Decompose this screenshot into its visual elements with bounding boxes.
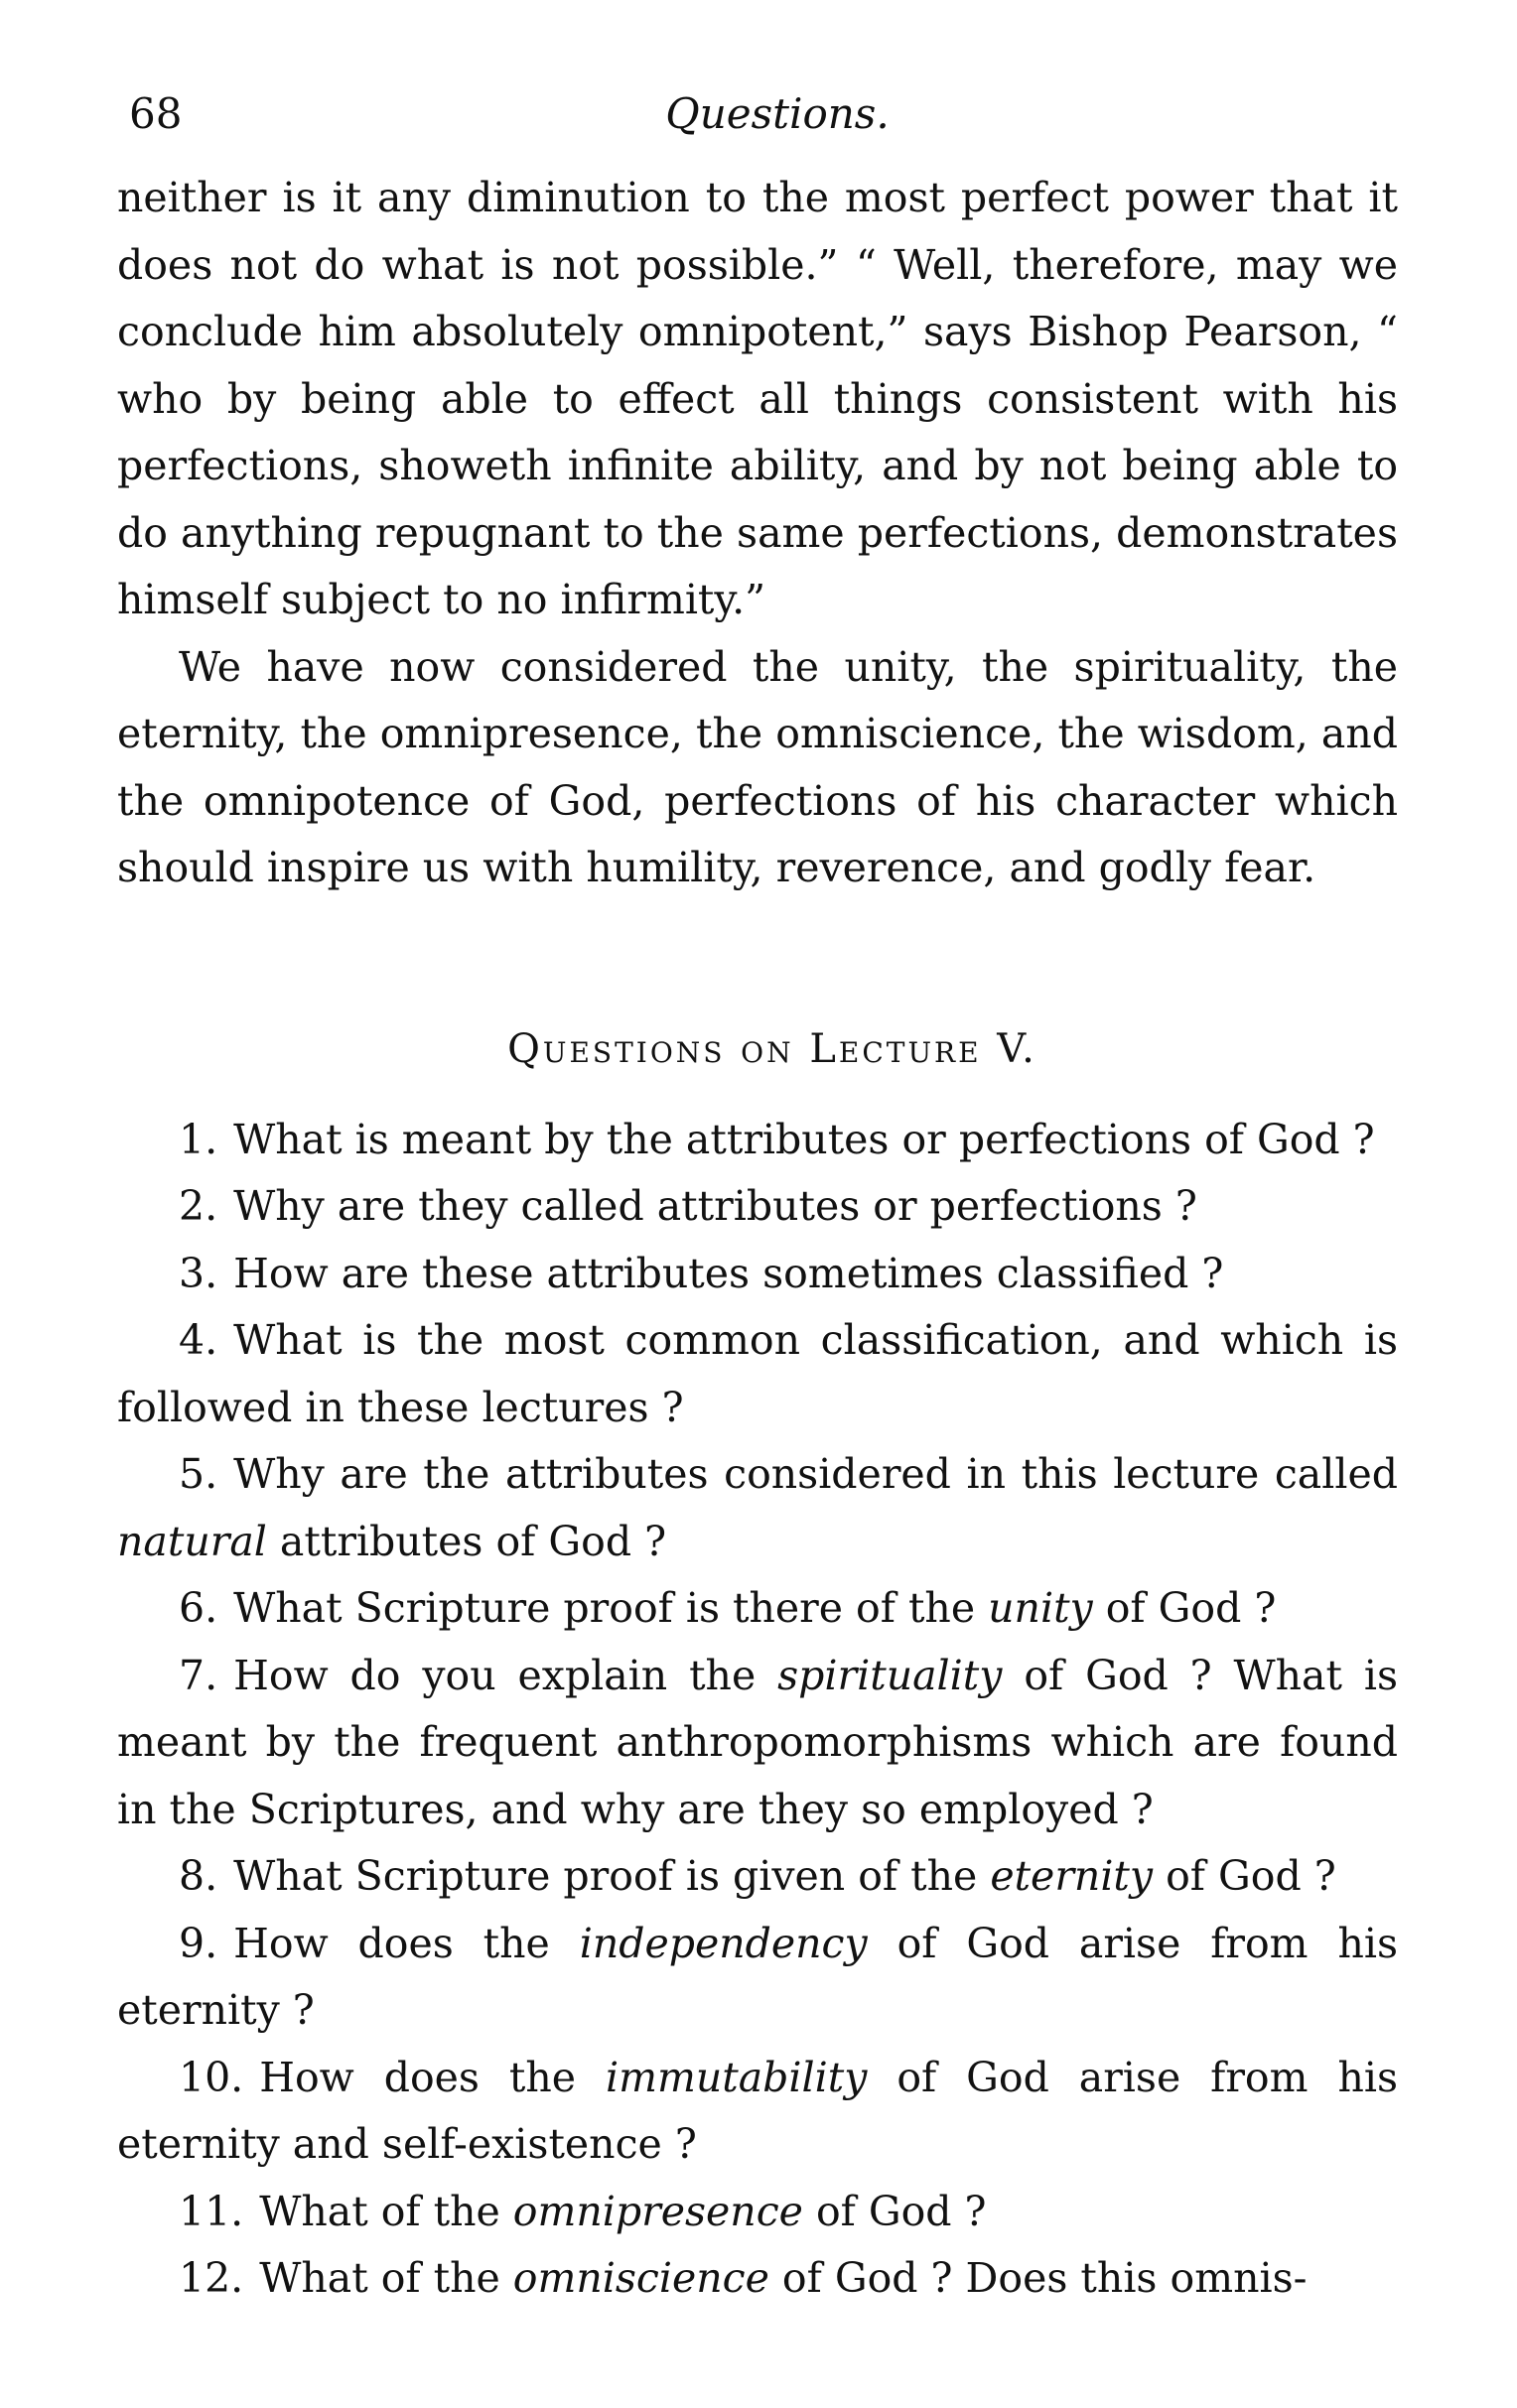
question-emphasis: unity bbox=[988, 1584, 1093, 1632]
question-item bbox=[117, 2045, 1398, 2179]
question-text: Why are they called attributes or perfections ? bbox=[233, 1182, 1197, 1230]
question-number: 4. bbox=[179, 1316, 218, 1364]
question-number: 2. bbox=[179, 1182, 218, 1230]
running-head bbox=[117, 79, 1398, 149]
question-text: What is meant by the attributes or perfections of God ? bbox=[233, 1115, 1375, 1163]
question-text: of God ? bbox=[1153, 1852, 1336, 1900]
question-item bbox=[117, 1911, 1398, 2045]
questions-list bbox=[117, 1107, 1398, 2313]
question-item bbox=[117, 2179, 1398, 2246]
question-text: What is the most common classification, and which is followed in these lectures ? bbox=[117, 1316, 1398, 1431]
question-number: 5. bbox=[179, 1450, 218, 1498]
question-text: What Scripture proof is given of the bbox=[233, 1852, 991, 1900]
question-text: How do you explain the bbox=[233, 1651, 778, 1699]
question-text: of God ? bbox=[1092, 1584, 1277, 1632]
question-text: attributes of God ? bbox=[266, 1517, 667, 1565]
question-emphasis: omniscience bbox=[512, 2254, 769, 2302]
question-item bbox=[117, 1843, 1398, 1911]
page-number: 68 bbox=[129, 89, 183, 138]
body-text bbox=[117, 165, 1398, 2313]
question-text: What of the bbox=[259, 2187, 513, 2235]
question-text: of God ? What is meant by the frequent anthropomorphisms which are found in the Scriptures, and why are they so employed ? bbox=[117, 1651, 1399, 1833]
question-item bbox=[117, 1575, 1398, 1643]
book-page bbox=[117, 79, 1398, 2313]
question-emphasis: immutability bbox=[605, 2053, 868, 2101]
section-heading: Questions on Lecture V. bbox=[507, 1025, 1037, 1072]
running-title: Questions. bbox=[665, 89, 890, 138]
question-emphasis: natural bbox=[117, 1517, 267, 1565]
question-number: 6. bbox=[179, 1584, 218, 1632]
question-text: What Scripture proof is there of the bbox=[233, 1584, 989, 1632]
question-number: 11. bbox=[179, 2187, 244, 2235]
question-text: of God arise from his eternity and self-existence ? bbox=[117, 2053, 1399, 2168]
question-number: 12. bbox=[179, 2254, 244, 2302]
question-text: How does the bbox=[259, 2053, 606, 2101]
question-emphasis: spirituality bbox=[777, 1651, 1003, 1699]
question-text: How does the bbox=[233, 1919, 580, 1967]
question-emphasis: omnipresence bbox=[512, 2187, 803, 2235]
question-number: 10. bbox=[179, 2053, 244, 2101]
paragraph: We have now considered the unity, the spirituality, the eternity, the omnipresence, the omniscience, the wisdom, and the omnipotence of God, perfections of his character which should inspire us with humility, reverence, and godly fear. bbox=[117, 642, 1398, 891]
question-text: of God ? Does this omnis- bbox=[768, 2254, 1308, 2302]
question-item bbox=[117, 1643, 1398, 1844]
question-item bbox=[117, 2245, 1398, 2313]
question-emphasis: independency bbox=[579, 1919, 868, 1967]
question-text: What of the bbox=[259, 2254, 513, 2302]
question-item bbox=[117, 1307, 1398, 1441]
question-text: Why are the attributes considered in this lecture called bbox=[233, 1450, 1398, 1498]
question-number: 1. bbox=[179, 1115, 218, 1163]
question-number: 7. bbox=[179, 1651, 218, 1699]
question-item bbox=[117, 1107, 1398, 1174]
question-number: 9. bbox=[179, 1919, 218, 1967]
question-emphasis: eternity bbox=[990, 1852, 1154, 1900]
question-item bbox=[117, 1173, 1398, 1241]
question-number: 8. bbox=[179, 1852, 218, 1900]
question-item bbox=[117, 1441, 1398, 1575]
question-item bbox=[117, 1241, 1398, 1308]
paragraph: neither is it any diminution to the most perfect power that it does not do what is not possible.” “ Well, therefore, may we conclude him absolutely omnipotent,” says Bishop Pearson, “ who by being able to effect all things consistent with his perfections, showeth infinite ability, and by not being able to do anything repugnant to the same perfections, demonstrates himself subject to no infirmity.” bbox=[117, 174, 1398, 623]
question-text: How are these attributes sometimes classified ? bbox=[233, 1249, 1224, 1297]
question-text: of God ? bbox=[802, 2187, 987, 2235]
question-number: 3. bbox=[179, 1249, 218, 1297]
question-text: of God arise from his eternity ? bbox=[117, 1919, 1399, 2034]
